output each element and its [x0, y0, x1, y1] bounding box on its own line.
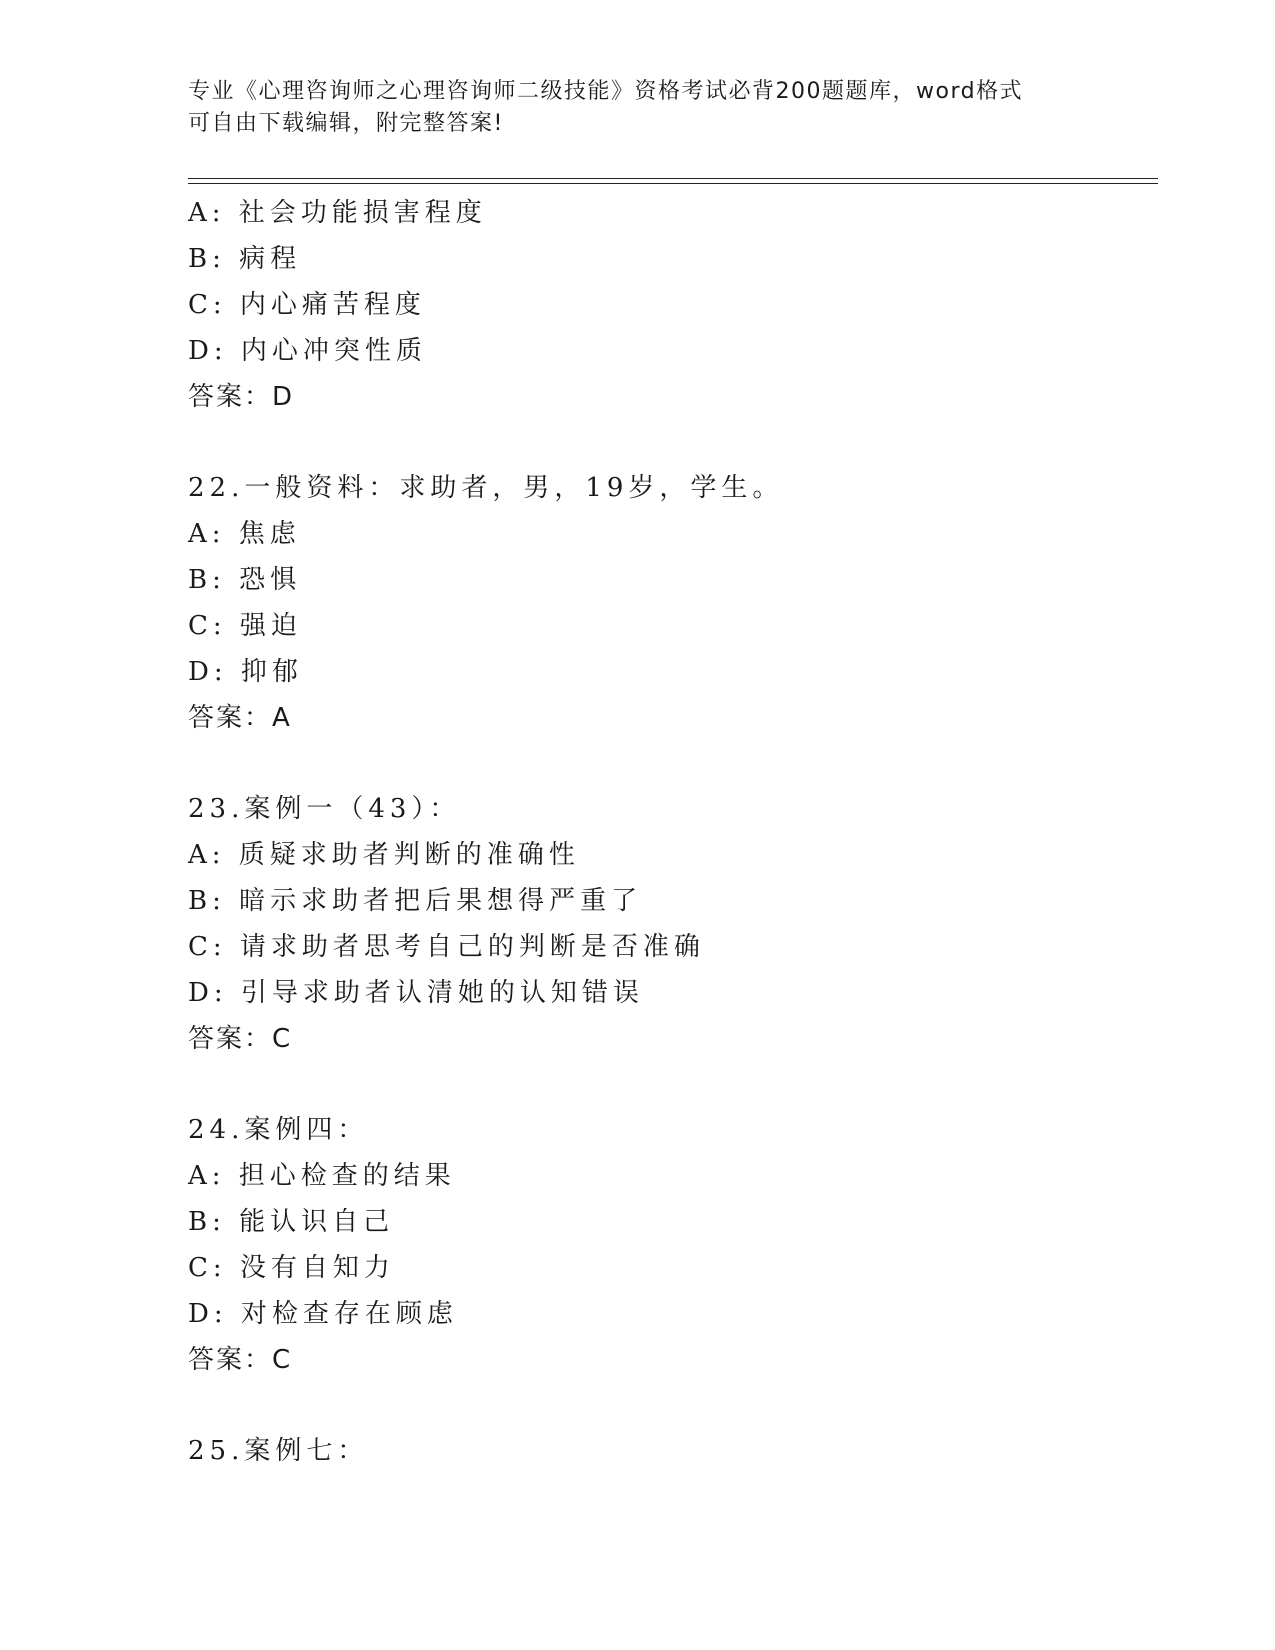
- option-d: D: 内心冲突性质: [188, 336, 427, 366]
- question-list: [188, 190, 1148, 1474]
- question-stem: 25.案例七：: [188, 1436, 369, 1466]
- spacer: [188, 420, 1148, 465]
- question-25: [188, 1428, 1148, 1474]
- option-a: A: 社会功能损害程度: [188, 198, 487, 228]
- question-stem: 22.一般资料：求助者，男，19岁，学生。: [188, 473, 784, 503]
- header-divider-top: [188, 178, 1158, 179]
- spacer: [188, 1383, 1148, 1428]
- document-header: [188, 76, 1088, 140]
- option-c: C: 内心痛苦程度: [188, 290, 426, 320]
- answer: 答案：A: [188, 703, 292, 733]
- option-d: D: 对检查存在顾虑: [188, 1299, 458, 1329]
- spacer: [188, 1062, 1148, 1107]
- question-23: [188, 786, 1148, 1062]
- option-d: D: 引导求助者认清她的认知错误: [188, 978, 644, 1008]
- header-line-2: 可自由下载编辑，附完整答案!: [188, 111, 504, 136]
- question-22: [188, 465, 1148, 741]
- question-21: [188, 190, 1148, 420]
- option-c: C: 没有自知力: [188, 1253, 395, 1283]
- question-24: [188, 1107, 1148, 1383]
- header-divider-bottom: [188, 183, 1158, 184]
- answer: 答案：C: [188, 1345, 293, 1375]
- option-b: B: 能认识自己: [188, 1207, 395, 1237]
- spacer: [188, 741, 1148, 786]
- header-line-1: 专业《心理咨询师之心理咨询师二级技能》资格考试必背200题题库，word格式: [188, 79, 1024, 104]
- option-c: C: 强迫: [188, 611, 302, 641]
- option-b: B: 恐惧: [188, 565, 302, 595]
- question-stem: 24.案例四：: [188, 1115, 369, 1145]
- option-b: B: 病程: [188, 244, 302, 274]
- option-a: A: 担心检查的结果: [188, 1161, 456, 1191]
- option-a: A: 质疑求助者判断的准确性: [188, 840, 580, 870]
- option-c: C: 请求助者思考自己的判断是否准确: [188, 932, 705, 962]
- answer: 答案：D: [188, 382, 295, 412]
- option-d: D: 抑郁: [188, 657, 303, 687]
- option-b: B: 暗示求助者把后果想得严重了: [188, 886, 643, 916]
- question-stem: 23.案例一（43）：: [188, 794, 461, 824]
- option-a: A: 焦虑: [188, 519, 301, 549]
- answer: 答案：C: [188, 1024, 293, 1054]
